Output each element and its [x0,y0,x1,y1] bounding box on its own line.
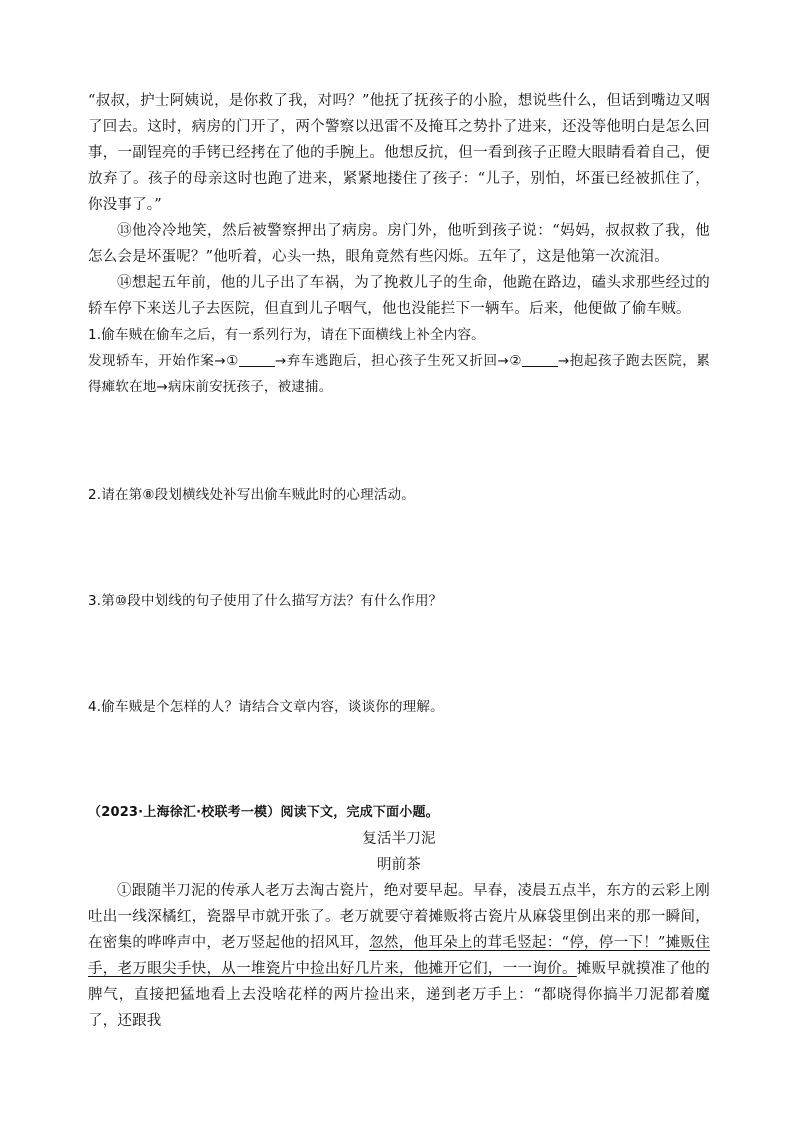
answer-space-2[interactable] [88,508,710,588]
question-4: 4.偷车贼是个怎样的人？请结合文章内容，谈谈你的理解。 [88,699,444,715]
p1-after: 摊贩早就摸准了他的脾气，直接把猛地看上去没啥花样的两片捡出来，递到老万手上：“都晓得你搞半刀泥都着魔了，还跟我 [88,961,710,1029]
passage-author: 明前茶 [376,857,422,873]
paragraph-13: ⑬他冷冷地笑，然后被警察押出了病房。房门外，他听到孩子说：“妈妈，叔叔救了我，他怎么会是坏蛋呢？”他听着，心头一热，眼角竟然有些闪烁。五年了，这是他第一次流泪。 [88,223,710,265]
paragraph-14: ⑭想起五年前，他的儿子出了车祸，为了挽救儿子的生命，他跪在路边，磕头求那些经过的轿车停下来送儿子去医院，但直到儿子咽气，他也没能拦下一辆车。后来，他便做了偷车贼。 [88,275,710,317]
answer-blank-1[interactable] [239,352,275,367]
passage-source: （2023·上海徐汇·校联考一模）阅读下文，完成下面小题。 [88,805,439,820]
p1-before: ①跟随半刀泥的传承人老万去淘古瓷片，绝对要早起。早春，凌晨五点半，东方的云彩上刚吐出一线深橘红，瓷器早市就开张了。老万就要守着摊贩将古瓷片从麻袋里倒出来的那一瞬间，在密集的哗哗声中，老万竖起他的招风耳， [88,883,710,951]
p1-underlined-sentence: 忽然，他耳朵上的茸毛竖起：“停，停一下！”摊贩住手，老万眼尖手快，从一堆瓷片中捡出好几片来，他摊开它们，一一询价。 [88,935,710,977]
paragraph-12-continued: “叔叔，护士阿姨说，是你救了我，对吗？”他抚了抚孩子的小脸，想说些什么，但话到嘴边又咽了回去。这时，病房的门开了，两个警察以迅雷不及掩耳之势扑了进来，还没等他明白是怎么回事，一副锃亮的手铐已经拷在了他的手腕上。他想反抗，但一看到孩子正瞪大眼睛看着自己，便放弃了。孩子的母亲这时也跑了进来，紧紧地搂住了孩子：“儿子，别怕，坏蛋已经被抓住了，你没事了。” [88,93,710,213]
document-page [88,88,710,1034]
passage-title: 复活半刀泥 [362,831,436,847]
passage2-paragraph-1 [88,878,710,1034]
q1-part-c: →抱起孩子跑去医院，累得瘫软在地→病床前安抚孩子，被逮捕。 [88,353,710,395]
answer-space-1[interactable] [88,400,710,482]
q1-part-b: →弃车逃跑后，担心孩子生死又折回→② [274,353,523,369]
question-3: 3.第⑩段中划线的句子使用了什么描写方法？有什么作用？ [88,593,443,609]
question-1-stem: 1.偷车贼在偷车之后，有一系列行为，请在下面横线上补全内容。 [88,327,485,343]
answer-space-3[interactable] [88,614,710,694]
answer-space-4[interactable] [88,720,710,800]
question-1-flow [88,348,710,400]
question-2: 2.请在第⑧段划横线处补写出偷车贼此时的心理活动。 [88,487,415,503]
q1-part-a: 发现轿车，开始作案→① [88,353,239,369]
answer-blank-2[interactable] [522,352,558,367]
